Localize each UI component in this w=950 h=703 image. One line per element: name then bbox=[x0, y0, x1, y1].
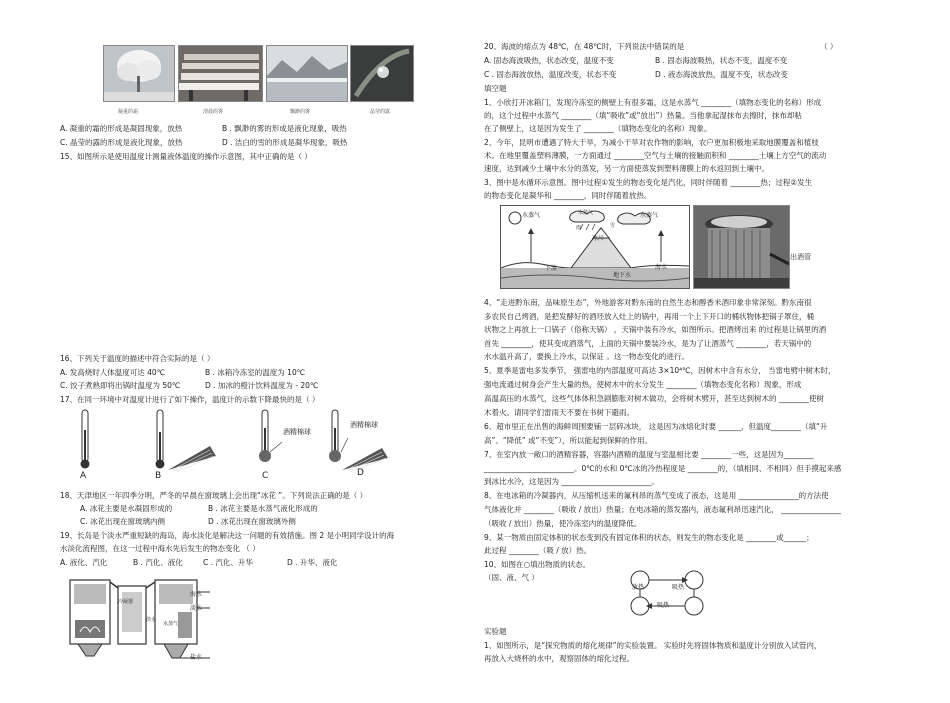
label-d: D bbox=[357, 468, 364, 478]
fill-line-10: 多农民自己烤酒，是把发酵好的酒坯放入灶上的锅中，再用一个上下开口的桶状物体把锅子罩住，桶 bbox=[484, 312, 814, 321]
fill-line-4: 2、今年，昆明市遭遇了特大干旱，为减小干旱对农作物的影响，农户更加积极地采取地膜覆盖和植枝 bbox=[484, 138, 819, 147]
fill-line-11: 状物之上再放上一口锅子（俗称天锅） ，天锅中装有冷水，如图所示。把酒烤出来 的过程是让锅里的酒 bbox=[484, 325, 827, 334]
q20-option-c: C . 固态海波放热，温度改变，状态不变 bbox=[484, 70, 617, 79]
caption-mist: 飘渺的雾 bbox=[290, 109, 311, 115]
section-exp-title: 实验题 bbox=[484, 627, 507, 636]
q14-option-a: A. 凝重的霜的形成是凝固现象，放热 bbox=[60, 124, 183, 133]
q20-option-d: D . 液态海波放热，温度不变，状态改变 bbox=[655, 70, 788, 79]
q16-option-a: A. 发高烧时人体温度可达 40℃ bbox=[60, 368, 166, 377]
q16-option-c: C. 饺子煮熟即将出锅时温度为 50℃ bbox=[60, 381, 181, 390]
cycle-label-vapor-2: 水蒸气 bbox=[578, 210, 594, 216]
tag-alcohol-c: 酒精棉球 bbox=[283, 428, 311, 436]
fill-line-20: 7、在室内放一敞口的酒精容器，容器内酒精的温度与室温相比要 ________一些，这是因为________ bbox=[484, 450, 814, 459]
q18-option-c: C. 冰花出现在窗玻璃内侧 bbox=[80, 517, 166, 526]
q18-option-a: A. 冰花主要是水凝固形成的 bbox=[80, 504, 173, 513]
cycle-label-vapor-1: 水蒸气 bbox=[522, 212, 541, 219]
fill-line-1: 1、小欣打开冰箱门，发现冷冻室的侧壁上有很多霜，这是水蒸气 ________（填物态变化的名称）形成 bbox=[484, 98, 822, 107]
exp-line-1: 1、如图所示，是“探究物质的熔化规律”的实验装置。 实验时先将固体物质和温度计分别放入试管内， bbox=[484, 641, 822, 650]
question-19-line2: 水淡化流程图，在这一过程中海水先后发生的物态变化 （ ） bbox=[60, 544, 260, 553]
fill-line-25: （吸收 / 放出）热量，使冷冻室内的温度降低。 bbox=[484, 519, 642, 528]
label-fresh-out: 淡水 bbox=[146, 617, 157, 623]
fill-line-5: 术。在地里覆盖塑料薄膜，一方面通过 ________空气与土壤的接触面积和 ________土壤上方空气的流动 bbox=[484, 151, 827, 160]
q14-option-d: D . 洁白的雪的形成是凝华现象，吸热 bbox=[222, 138, 348, 147]
cycle-label-glacier: 冰川 bbox=[592, 235, 605, 242]
exp-line-2: 再放入大烧杯的水中，观察固体的熔化过程。 bbox=[484, 654, 634, 663]
q14-option-b: B . 飘渺的雾的形成是液化现象，吸热 bbox=[222, 124, 347, 133]
arrow-release-heat: 放热 bbox=[632, 584, 645, 591]
still-outlet-label: 出酒管 bbox=[790, 253, 811, 261]
fill-line-19: 高”、“降低” 或“不变”），所以能起到保鲜的作用。 bbox=[484, 436, 653, 445]
question-18: 18、天津地区一年四季分明，严冬的早晨在窗玻璃上会出现“冰花 ”。下列说法正确的是（ ） bbox=[60, 491, 368, 500]
fill-line-18: 6、超市里正在出售的海鲜周围要铺一层碎冰块， 这是因为冰熔化时要 ______，但温度________（填“升 bbox=[484, 422, 828, 431]
fill-line-9: 4、“走进黔东南，品味原生态”，外地游客对黔东南的自然生态和醇香米酒印象非常深刻。黔东南很 bbox=[484, 298, 812, 307]
thermometer-figure bbox=[60, 408, 390, 486]
q19-option-d: D . 升华、液化 bbox=[287, 558, 338, 567]
fill-line-8: 的物态变化是凝华和 ________，同时伴随着放热。 bbox=[484, 191, 652, 200]
fill-line-7: 3、图中是水循环示意图。图中过程①发生的物态变化是汽化，同时伴随着 ________热；过程②发生 bbox=[484, 178, 813, 187]
fill-line-17: 木着火。请同学们雷雨天不要在书树下避雨。 bbox=[484, 408, 634, 417]
fill-line-22: 到冰比水冷，这是因为 ________________________。 bbox=[484, 477, 659, 486]
label-freshwater: 淡水 bbox=[190, 605, 203, 612]
q19-option-c: C . 汽化、升华 bbox=[203, 558, 253, 567]
caption-dew: 晶莹的露 bbox=[370, 109, 391, 115]
cycle-label-snow: 雪 bbox=[610, 223, 616, 229]
q16-option-d: D . 加冰的橙汁饮料温度为 - 20℃ bbox=[205, 381, 319, 390]
fill-line-3: 在了侧壁上，这是因为发生了 ________（填物态变化的名称）现象。 bbox=[484, 124, 712, 133]
cycle-label-groundwater: 地下水 bbox=[613, 272, 632, 279]
dew-photo bbox=[350, 45, 414, 102]
mist-photo bbox=[266, 45, 348, 102]
caption-frost: 凝重的霜 bbox=[118, 109, 139, 115]
cycle-label-rain: 雨 bbox=[576, 225, 582, 231]
label-condenser: 冷凝器 bbox=[118, 599, 134, 605]
bench-photo bbox=[178, 45, 263, 102]
q20-option-b: B . 固态海波吸热，状态不变，温度不变 bbox=[655, 56, 788, 65]
fill-line-6: 速度，达到减少土壤中水分的蒸发，另一方面使蒸发到塑料薄膜上的水返回到土壤中。 bbox=[484, 164, 769, 173]
question-20: 20、海波的熔点为 48℃，在 48℃时，下列说法中错误的是 bbox=[484, 42, 685, 51]
cycle-label-infiltration: 下渗 bbox=[545, 265, 558, 272]
fill-line-15: 强电流通过树身会产生大量的热，使树木中的水分发生 ________（填物态变化名称）现象，形成 bbox=[484, 380, 802, 389]
q18-option-d: D . 冰花出现在窗玻璃外侧 bbox=[208, 517, 296, 526]
label-vapor: 水蒸气 bbox=[163, 621, 179, 627]
section-fill-title: 填空题 bbox=[484, 84, 507, 93]
fill-line-28: 10、如图在○填出物质的状态。 bbox=[484, 560, 591, 569]
q19-option-b: B . 汽化、液化 bbox=[133, 558, 183, 567]
arrow-absorb-heat-1: 吸热 bbox=[672, 584, 685, 591]
fill-line-2: 的，这个过程中水蒸气 ________（填“吸收”或“放出”）热量。当他拿起湿抹布去擦时，抹布却粘 bbox=[484, 111, 802, 120]
label-seawater: 海水 bbox=[190, 591, 203, 598]
fill-line-16: 高温高压的水蒸气，这些气体体积急剧膨胀对树木做功，会将树木劈开，甚至达到树木的 ________使树 bbox=[484, 394, 824, 403]
fill-line-13: 水水温升高了，要换上冷水，以保证 。这一物态变化的进行。 bbox=[484, 352, 689, 361]
cycle-label-vapor-3: 水蒸气 bbox=[640, 212, 659, 219]
label-a: A bbox=[80, 471, 87, 481]
fill-line-14: 5、夏季是雷电多发季节， 强雷电的内部温度可高达 3×10⁴℃，因树木中含有水分， 当雷电劈中树木时， bbox=[484, 366, 836, 375]
question-16: 16、下列关于温度的描述中符合实际的是（ ） bbox=[60, 354, 215, 363]
q14-option-c: C. 晶莹的露的形成是液化现象，放热 bbox=[60, 138, 183, 147]
question-15: 15、如图所示是使用温度计测量液体温度的操作示意图，其中正确的是（ ） bbox=[60, 152, 312, 161]
caption-bench: 清晨的雾 bbox=[203, 109, 224, 115]
label-c: C bbox=[262, 471, 269, 481]
fill-line-29: （固、液、气 ） bbox=[484, 573, 539, 582]
desalination-diagram bbox=[60, 572, 220, 664]
arrow-absorb-heat-2: 吸热 bbox=[657, 602, 670, 609]
fill-line-12: 首先 ________，使其变成酒蒸气，上面的天锅中要装冷水，是为了让酒蒸气 ________，若天锅中的 bbox=[484, 339, 812, 348]
q20-paren: （ ） bbox=[820, 42, 838, 51]
q16-option-b: B . 冰箱冷冻室的温度为 10℃ bbox=[205, 368, 306, 377]
fill-line-21: ________________________。0℃的水和 0℃冰的冷热程度是 ________的，（填相同、不相同）但手摸起来感 bbox=[484, 464, 842, 473]
question-19-line1: 19、长岛是个淡水严重短缺的海岛，海水淡化是解决这一问题的有效措施。图 2 是小明同学设计的海 bbox=[60, 531, 395, 540]
fill-line-24: 气体液化并 ________（吸收 / 放出）热量；在电冰箱的蒸发器内，液态氟利昂迅速汽化， ________________ bbox=[484, 505, 842, 514]
q19-option-a: A. 液化、汽化 bbox=[60, 558, 108, 567]
q18-option-b: B . 冰花主要是水蒸气液化形成的 bbox=[208, 504, 318, 513]
fill-line-23: 8、在电冰箱的冷凝器内，从压缩机送来的氟利昂的蒸气变成了液态，这是用 ________________的方法使 bbox=[484, 491, 829, 500]
tag-alcohol-d: 酒精棉球 bbox=[350, 421, 378, 429]
still-photo bbox=[693, 205, 790, 289]
cycle-label-sea: 海水 bbox=[655, 264, 668, 271]
question-17: 17、在同一环境中对温度计进行了如下操作，温度计的示数下降最快的是（ ） bbox=[60, 395, 320, 404]
q20-option-a: A. 固态海波吸热，状态改变，温度不变 bbox=[484, 56, 614, 65]
label-b: B bbox=[155, 471, 162, 481]
label-brine: 盐水 bbox=[190, 654, 203, 661]
fill-line-27: 此过程 ________（吸 / 放）热。 bbox=[484, 546, 592, 555]
fill-line-26: 9、某一物质由固定体积的状态变到没有固定体积的状态，则发生的物态变化是 ________或______； bbox=[484, 533, 814, 542]
frost-photo bbox=[103, 45, 175, 102]
